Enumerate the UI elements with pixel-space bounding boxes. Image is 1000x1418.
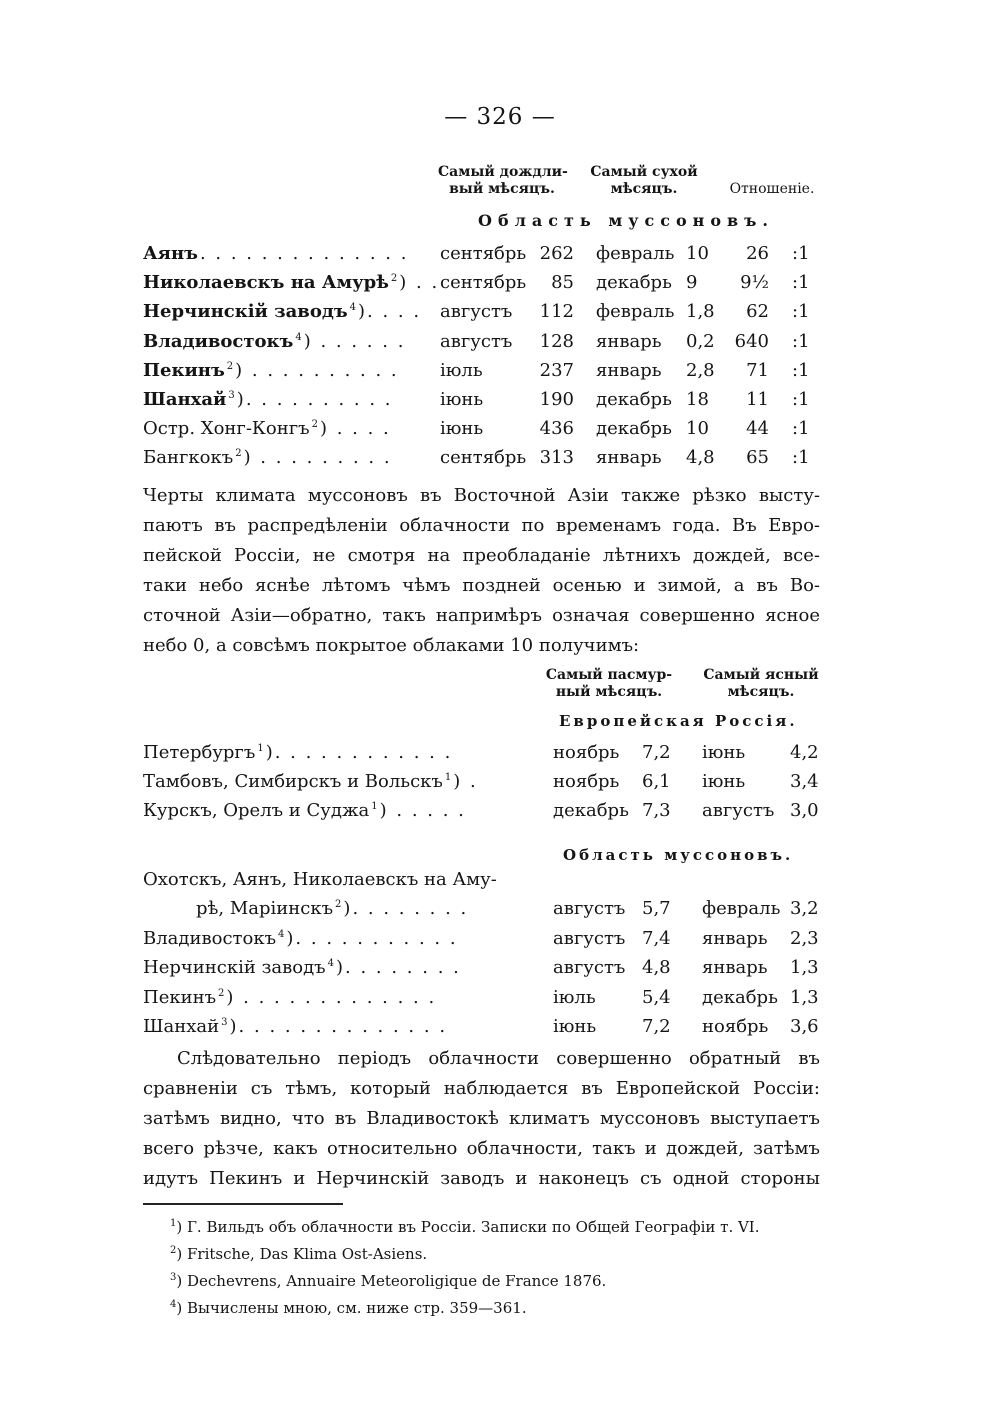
header-line: вый мѣсяцъ.: [449, 181, 555, 197]
table-row: [0, 360, 1000, 386]
wet-value: 262: [539, 243, 574, 264]
ratio-value: 62: [746, 301, 769, 322]
footnote-text: ) Dechevrens, Annuaire Meteoroligique de France 1876.: [176, 1272, 607, 1290]
dry-value: 10: [686, 243, 709, 264]
cloudiest-value: 7,4: [642, 928, 671, 949]
clearest-value: 3,6: [790, 1016, 819, 1037]
dry-month: январь: [596, 331, 662, 352]
dry-value: 2,8: [686, 360, 715, 381]
footnote-text: ) Вычислены мною, см. ниже стр. 359—361.: [176, 1299, 527, 1317]
text-line: Черты климата муссоновъ въ Восточной Азіи также рѣзко высту-: [143, 485, 820, 506]
leader-dots: [445, 771, 478, 792]
clearest-value: 3,0: [790, 800, 819, 821]
table-row: [0, 243, 1000, 269]
dots-text: ) . . . .: [319, 418, 391, 439]
footnote-mark: 3: [170, 1272, 177, 1283]
wet-month: іюль: [440, 360, 483, 381]
header-line: ный мѣсяцъ.: [555, 684, 663, 700]
wet-value: 128: [539, 331, 574, 352]
table-row: [0, 928, 1000, 954]
footnote-text: ) Г. Вильдъ объ облачности въ Россіи. Записки по Общей Географіи т. VI.: [176, 1218, 760, 1236]
dry-value: 1,8: [686, 301, 715, 322]
wet-value: 237: [539, 360, 574, 381]
footnote: [170, 1272, 606, 1290]
cloudiest-month: декабрь: [553, 800, 629, 821]
wet-month: сентябрь: [440, 447, 527, 468]
header-ratio: Отношеніе.: [729, 181, 815, 197]
leader-dots: [200, 243, 409, 264]
clearest-value: 2,3: [790, 928, 819, 949]
station-name: Тамбовъ, Симбирскъ и Вольскъ: [143, 771, 443, 792]
text-line: таки небо яснѣе лѣтомъ чѣмъ поздней осенью и зимой, а въ Во-: [143, 575, 820, 596]
wet-month: августъ: [440, 331, 513, 352]
wet-month: августъ: [440, 301, 513, 322]
leader-dots: [228, 389, 392, 410]
station-name: Пекинъ: [143, 360, 225, 381]
leader-dots: [235, 447, 391, 468]
cloudiest-month: ноябрь: [553, 742, 620, 763]
table-row: [0, 418, 1000, 444]
text-line: всего рѣзче, какъ относительно облачности, такъ и дождей, затѣмъ: [143, 1138, 820, 1159]
footnote-mark: 4: [295, 332, 304, 343]
wet-month: сентябрь: [440, 243, 527, 264]
dry-month: февраль: [596, 243, 675, 264]
leader-dots: [227, 360, 399, 381]
header-line: Самый сухой: [590, 164, 698, 180]
clearest-value: 3,4: [790, 771, 819, 792]
dots-text: ). . . . . . . . . . . .: [265, 742, 453, 763]
dry-value: 0,2: [686, 331, 715, 352]
station-name: Нерчинскій заводъ: [143, 301, 348, 322]
table-row: [0, 771, 1000, 797]
header-line: мѣсяцъ.: [727, 684, 795, 700]
table-row: [0, 742, 1000, 768]
footnote-text: ) Fritsche, Das Klima Ost-Asiens.: [176, 1245, 428, 1263]
dots-text: ) .: [453, 771, 478, 792]
footnote-mark: 2: [226, 361, 236, 372]
ratio-to-one: :1: [792, 272, 810, 293]
leader-dots: [295, 331, 405, 352]
station-name: Владивостокъ: [143, 331, 294, 352]
cloudiest-month: августъ: [553, 898, 626, 919]
station-name: Аянъ: [143, 243, 198, 264]
dry-value: 4,8: [686, 447, 715, 468]
footnote-mark: 4: [170, 1299, 177, 1310]
ratio-to-one: :1: [792, 418, 810, 439]
station-name: Николаевскъ на Амурѣ: [143, 272, 389, 293]
station-name: Петербургъ: [143, 742, 256, 763]
dots-text: ). . . .: [358, 301, 422, 322]
clearest-value: 1,3: [790, 987, 819, 1008]
table-row: [0, 331, 1000, 357]
paragraph-cloudiness-intro: [143, 481, 820, 661]
leader-dots: [312, 418, 391, 439]
station-name: рѣ, Маріинскъ: [196, 898, 334, 919]
dots-text: ) . .: [399, 272, 440, 293]
cloudiest-value: 4,8: [642, 957, 671, 978]
dots-text: ). . . . . . . .: [336, 957, 461, 978]
footnote-rule: [143, 1203, 343, 1205]
text-line: Слѣдовательно періодъ облачности совершенно обратный въ: [177, 1048, 820, 1069]
table-row: [0, 272, 1000, 298]
cloudiest-value: 7,2: [642, 1016, 671, 1037]
footnote-mark: 2: [390, 273, 400, 284]
dots-text: ) . . . . .: [379, 800, 466, 821]
footnote-mark: 1: [444, 772, 454, 783]
clearest-month: іюнь: [702, 742, 746, 763]
header-clearest-month: [700, 667, 822, 701]
footnote-mark: 2: [218, 988, 227, 999]
dots-text: . . . . . . . . . . . . . .: [199, 243, 409, 264]
cloudiest-value: 6,1: [642, 771, 671, 792]
footnote: [170, 1218, 760, 1236]
dry-month: февраль: [596, 301, 675, 322]
cloudiest-month: августъ: [553, 928, 626, 949]
clearest-month: январь: [702, 928, 768, 949]
ratio-value: 65: [746, 447, 769, 468]
dry-value: 10: [686, 418, 709, 439]
table-row: [0, 1016, 1000, 1042]
wet-month: іюнь: [440, 418, 484, 439]
cloudiest-value: 7,3: [642, 800, 671, 821]
cloudiest-value: 7,2: [642, 742, 671, 763]
dots-text: ) . . . . . . . . . .: [235, 360, 399, 381]
station-name: Бангкокъ: [143, 447, 234, 468]
ratio-to-one: :1: [792, 331, 810, 352]
footnote-mark: 1: [257, 743, 266, 754]
section-title-european-russia: Европейская Россія.: [559, 712, 798, 730]
leader-dots: [278, 928, 458, 949]
dry-month: январь: [596, 447, 662, 468]
clearest-month: декабрь: [702, 987, 778, 1008]
dry-value: 9: [686, 272, 698, 293]
leader-dots: [328, 957, 461, 978]
text-line: идутъ Пекинъ и Нерчинскій заводъ и наконецъ съ одной стороны: [143, 1168, 820, 1189]
ratio-value: 640: [734, 331, 769, 352]
monsoon-first-line: Охотскъ, Аянъ, Николаевскъ на Аму-: [143, 869, 497, 890]
ratio-value: 26: [746, 243, 769, 264]
footnote: [170, 1245, 427, 1263]
table-row: [0, 301, 1000, 327]
table-row: [0, 957, 1000, 983]
clearest-month: августъ: [702, 800, 775, 821]
cloudiest-month: августъ: [553, 957, 626, 978]
ratio-value: 44: [746, 418, 769, 439]
ratio-to-one: :1: [792, 447, 810, 468]
footnote-mark: 4: [349, 302, 359, 313]
station-name: Владивостокъ: [143, 928, 277, 949]
clearest-month: февраль: [702, 898, 781, 919]
cloudiest-month: ноябрь: [553, 771, 620, 792]
footnote-mark: 3: [221, 1017, 230, 1028]
footnote-mark: 1: [371, 801, 380, 812]
text-line: сравненіи съ тѣмъ, который наблюдается въ Европейской Россіи:: [143, 1078, 820, 1099]
dry-value: 18: [686, 389, 709, 410]
header-driest-month: [584, 164, 704, 198]
leader-dots: [371, 800, 466, 821]
table-row: [0, 800, 1000, 826]
station-name: Курскъ, Орелъ и Суджа: [143, 800, 370, 821]
footnote-mark: 2: [311, 419, 320, 430]
station-name: Нерчинскій заводъ: [143, 957, 326, 978]
text-line: небо 0, а совсѣмъ покрытое облаками 10 получимъ:: [143, 635, 640, 656]
leader-dots: [218, 987, 436, 1008]
footnote-mark: 1: [170, 1218, 177, 1229]
header-line: Самый дождли-: [438, 164, 568, 180]
wet-month: сентябрь: [440, 272, 527, 293]
clearest-value: 1,3: [790, 957, 819, 978]
dry-month: декабрь: [596, 389, 672, 410]
header-cloudiest-month: [540, 667, 678, 701]
wet-month: іюнь: [440, 389, 484, 410]
footnote-mark: 2: [170, 1245, 177, 1256]
wet-value: 85: [551, 272, 574, 293]
dry-month: декабрь: [596, 272, 672, 293]
header-line: Самый ясный: [703, 667, 819, 683]
ratio-value: 71: [746, 360, 769, 381]
clearest-month: ноябрь: [702, 1016, 769, 1037]
ratio-to-one: :1: [792, 301, 810, 322]
station-name: Шанхай: [143, 1016, 220, 1037]
header-line: мѣсяцъ.: [610, 181, 678, 197]
ratio-to-one: :1: [792, 360, 810, 381]
cloudiest-value: 5,4: [642, 987, 671, 1008]
wet-value: 112: [539, 301, 574, 322]
wet-value: 436: [539, 418, 574, 439]
header-line: Самый пасмур-: [545, 667, 673, 683]
leader-dots: [391, 272, 439, 293]
header-wettest-month: [438, 164, 566, 198]
ratio-to-one: :1: [792, 389, 810, 410]
footnote-mark: 4: [327, 958, 337, 969]
dots-text: ). . . . . . . .: [343, 898, 469, 919]
clearest-value: 3,2: [790, 898, 819, 919]
footnote-mark: 2: [235, 448, 244, 459]
clearest-value: 4,2: [790, 742, 819, 763]
dots-text: ). . . . . . . . . . .: [286, 928, 458, 949]
paragraph-conclusion: [143, 1044, 820, 1194]
leader-dots: [350, 301, 421, 322]
dots-text: ). . . . . . . . . .: [236, 389, 393, 410]
text-line: паютъ въ распредѣленіи облачности по временамъ года. Въ Евро-: [143, 515, 820, 536]
dots-text: ) . . . . . . . . . . . . .: [226, 987, 437, 1008]
dry-month: декабрь: [596, 418, 672, 439]
footnote-mark: 4: [278, 929, 287, 940]
leader-dots: [221, 1016, 447, 1037]
section-title-monsoon: Область муссоновъ.: [478, 211, 774, 230]
station-name: Пекинъ: [143, 987, 217, 1008]
station-name: Шанхай: [143, 389, 227, 410]
text-line: пейской Россіи, не смотря на преобладаніе лѣтнихъ дождей, все-: [143, 545, 820, 566]
wet-value: 190: [539, 389, 574, 410]
wet-value: 313: [539, 447, 574, 468]
clearest-month: январь: [702, 957, 768, 978]
ratio-to-one: :1: [792, 243, 810, 264]
footnote-mark: 3: [228, 390, 237, 401]
ratio-value: 11: [746, 389, 769, 410]
dots-text: ). . . . . . . . . . . . . .: [229, 1016, 448, 1037]
table-row: [0, 898, 1000, 924]
leader-dots: [335, 898, 468, 919]
leader-dots: [257, 742, 452, 763]
table-row: [0, 987, 1000, 1013]
cloudiest-month: іюнь: [553, 1016, 597, 1037]
cloudiest-month: іюль: [553, 987, 596, 1008]
dots-text: ) . . . . . . . . .: [243, 447, 392, 468]
clearest-month: іюнь: [702, 771, 746, 792]
section-title-monsoon-2: Область муссоновъ.: [563, 846, 794, 864]
text-line: сточной Азіи—обратно, такъ напримѣръ означая совершенно ясное: [143, 605, 820, 626]
page-number: — 326 —: [444, 104, 556, 130]
dry-month: январь: [596, 360, 662, 381]
text-line: затѣмъ видно, что въ Владивостокѣ климатъ муссоновъ выступаетъ: [143, 1108, 820, 1129]
table-row: [0, 389, 1000, 415]
dots-text: ) . . . . . .: [303, 331, 406, 352]
ratio-value: 9½: [740, 272, 769, 293]
table-row: [0, 447, 1000, 473]
cloudiest-value: 5,7: [642, 898, 671, 919]
station-name: Остр. Хонг-Конгъ: [143, 418, 310, 439]
footnote-mark: 2: [335, 899, 344, 910]
footnote: [170, 1299, 527, 1317]
